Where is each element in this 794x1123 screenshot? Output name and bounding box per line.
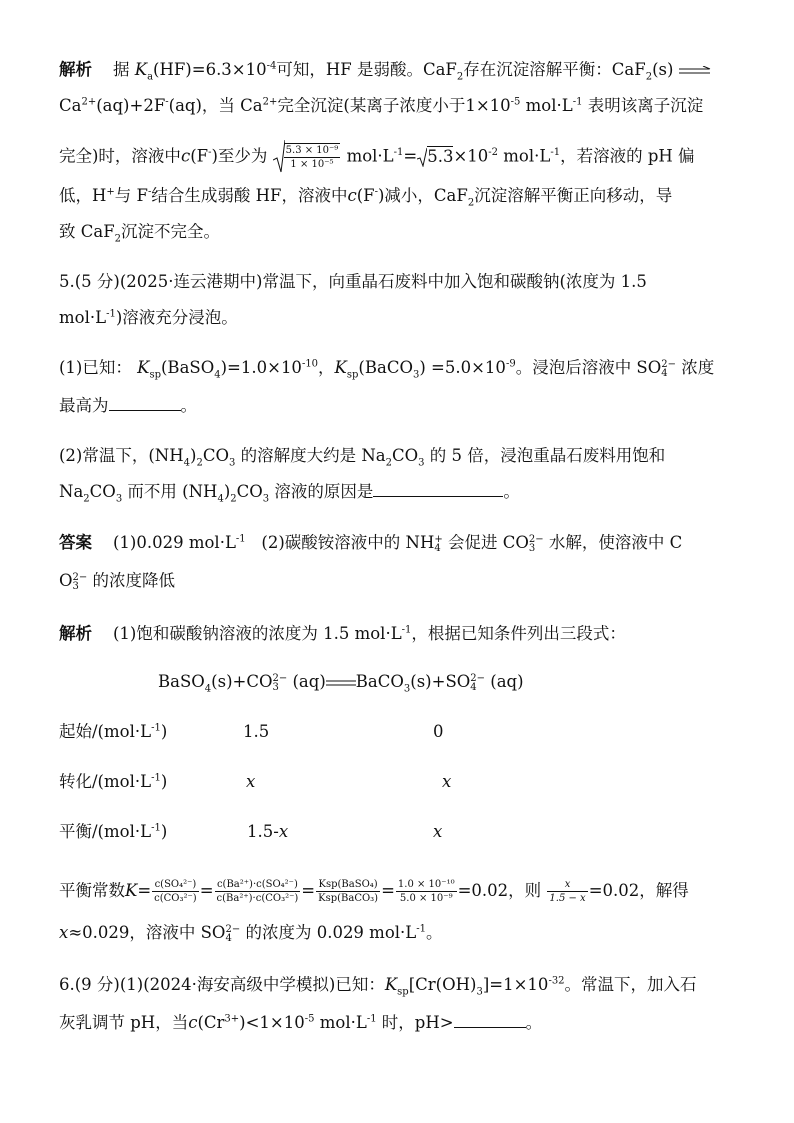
text: 2− <box>661 358 677 370</box>
text: (BaSO <box>161 358 215 377</box>
equilibrium-constant-line <box>59 876 689 906</box>
text: 3 <box>228 457 236 469</box>
text: 转化/(mol·L <box>59 772 152 791</box>
text: = <box>137 881 152 900</box>
text: 1.5 − x <box>549 893 586 904</box>
text: -1 <box>393 147 404 158</box>
text: )减小，CaF <box>378 186 468 205</box>
label-jiexi: 解析 <box>59 60 92 79</box>
text: ]=1×10 <box>482 975 549 994</box>
label-jiexi: 解析 <box>59 624 92 643</box>
text: K <box>334 358 347 377</box>
answer-line-2 <box>59 571 175 591</box>
question-5-part-1-line-2 <box>59 396 197 416</box>
text: ，若溶液的 pH 偏 <box>560 146 695 166</box>
text: -1 <box>572 96 583 108</box>
text: BaCO <box>355 672 404 691</box>
fraction <box>215 878 301 905</box>
text: CO <box>392 446 419 465</box>
text: ) <box>160 822 168 841</box>
text: -1 <box>235 533 246 545</box>
row-initial-label <box>59 722 167 742</box>
text: sp <box>149 369 161 381</box>
text: 2− <box>470 672 486 684</box>
text: Ksp(BaSO₄) <box>316 878 380 892</box>
text: 3 <box>528 542 536 554</box>
text: 据 <box>112 60 130 79</box>
text: 2 <box>645 71 653 83</box>
text: x <box>59 923 69 942</box>
text: 1.0 × 10⁻¹⁰ <box>397 879 455 890</box>
explanation-line-2 <box>59 96 703 116</box>
text: ) <box>223 482 231 501</box>
text: 2− <box>272 672 288 684</box>
text: ， <box>318 358 335 377</box>
answer-blank[interactable] <box>454 1013 526 1028</box>
text: c(Ba²⁺)·c(CO₃²⁻) <box>216 893 299 904</box>
fraction <box>316 878 380 905</box>
text: Ca <box>59 96 82 115</box>
text: c <box>188 1013 198 1032</box>
text: 3 <box>115 493 123 505</box>
fraction <box>152 878 199 905</box>
text: Na <box>59 482 84 501</box>
text: 4 <box>183 457 191 469</box>
text: (2)常温下，(NH <box>59 446 184 465</box>
text: c(CO₃²⁻) <box>154 893 197 904</box>
text: (1)0.029 mol·L <box>112 533 236 552</box>
text: 的溶解度大约是 Na <box>235 446 386 465</box>
text: (1)饱和碳酸钠溶液的浓度为 1.5 mol·L <box>112 624 402 643</box>
text: 2 <box>385 457 392 469</box>
text: + <box>434 533 443 545</box>
text: = <box>381 881 395 900</box>
text: c(Ba²⁺)·c(SO₄²⁻) <box>215 878 301 892</box>
text: K <box>134 60 148 79</box>
text: ，根据已知条件列出三段式： <box>411 624 626 643</box>
text: Ksp(BaCO₃) <box>318 893 379 904</box>
fraction <box>396 878 457 905</box>
sqrt-value <box>417 147 453 168</box>
text: K <box>137 358 150 377</box>
text: 3+ <box>224 1013 240 1025</box>
text: 3 <box>72 580 79 592</box>
text: 低，H <box>59 186 107 205</box>
text: - <box>147 186 152 198</box>
sqrt-fraction <box>273 140 342 174</box>
explanation-line-1 <box>59 60 713 83</box>
text: 平衡/(mol·L <box>59 822 152 841</box>
text: 的 5 倍，浸泡重晶石废料用饱和 <box>424 446 666 465</box>
text: ) <box>160 722 168 741</box>
text: - <box>165 96 169 108</box>
text: 最高为 <box>59 396 109 415</box>
text: 存在沉淀溶解平衡：CaF <box>463 60 646 79</box>
text: 4 <box>214 369 221 381</box>
radical-icon <box>417 147 427 167</box>
text: 溶液的原因是 <box>269 482 374 501</box>
text: (HF)=6.3×10 <box>153 60 267 79</box>
answer-line-1 <box>59 533 682 553</box>
question-5-line-1 <box>59 272 647 292</box>
text: 。 <box>426 923 443 942</box>
text: 2+ <box>262 96 278 108</box>
text: -5 <box>304 1013 315 1025</box>
text: CO <box>236 482 263 501</box>
row-initial-value-2: 0 <box>433 722 444 741</box>
result-line <box>59 923 443 943</box>
text: -1 <box>416 923 426 935</box>
question-6-line-2 <box>59 1013 542 1033</box>
text: 4 <box>434 542 441 554</box>
text: 。常温下，加入石 <box>564 975 697 994</box>
text: 时，pH> <box>376 1013 454 1032</box>
text: 2 <box>456 71 464 83</box>
text: mol·L <box>520 96 573 115</box>
text: (Cr <box>197 1013 225 1032</box>
row-change-label <box>59 772 167 792</box>
text: -1 <box>366 1013 377 1025</box>
text: 起始/(mol·L <box>59 722 152 741</box>
text: 3 <box>272 681 279 693</box>
text: 的浓度为 0.029 mol·L <box>245 923 417 942</box>
text: 。 <box>525 1013 543 1032</box>
text: c <box>180 146 191 166</box>
text: -1 <box>151 772 161 784</box>
text: 。浸泡后溶液中 SO <box>515 358 662 377</box>
text: 4 <box>661 367 668 379</box>
reaction-equation <box>158 672 524 695</box>
text: )<1×10 <box>239 1013 305 1032</box>
text: [Cr(OH) <box>408 975 477 994</box>
text: 浓度 <box>681 358 715 377</box>
text: BaSO <box>158 672 205 691</box>
text: ) =5.0×10 <box>419 358 506 377</box>
text: 致 CaF <box>59 222 115 241</box>
text: -1 <box>151 822 161 834</box>
text: 会促进 CO <box>448 533 529 552</box>
text: 4 <box>225 932 232 944</box>
text: -1 <box>401 624 412 636</box>
text: mol·L <box>314 1013 367 1032</box>
text: 。 <box>503 482 520 501</box>
text: (F <box>356 186 375 205</box>
text: 。 <box>180 396 197 415</box>
text: (s)+SO <box>410 672 471 691</box>
row-equilibrium-value-2: x <box>433 822 443 841</box>
text: = <box>301 881 316 900</box>
text: -1 <box>151 722 161 734</box>
text: )=1.0×10 <box>220 358 302 377</box>
text: 表明该离子沉淀 <box>582 96 704 115</box>
text: (aq)，当 Ca <box>168 96 263 115</box>
text: 沉淀不完全。 <box>121 222 221 241</box>
text: ×10 <box>453 146 489 166</box>
text: 结合生成弱酸 HF，溶液中 <box>151 186 348 205</box>
text: 5.(5 分)(2025·连云港期中)常温下，向重晶石废料中加入饱和碳酸钠(浓度为 1.5 <box>59 272 647 291</box>
text: mol·L <box>346 146 394 166</box>
text: 1.5- <box>247 822 279 841</box>
text: = <box>403 146 418 166</box>
text: 与 F <box>114 186 148 205</box>
text: + <box>106 186 115 198</box>
text: ) <box>160 772 168 791</box>
text: ) <box>190 446 197 465</box>
text: 2 <box>467 197 475 209</box>
text: 完全沉淀(某离子浓度小于1×10 <box>277 96 511 115</box>
text: = <box>199 881 214 900</box>
text: 可知，HF 是弱酸。CaF <box>276 60 457 79</box>
text: )至少为 <box>211 146 268 166</box>
text: 2− <box>225 923 241 935</box>
explanation-line-5 <box>59 222 221 245</box>
text: a <box>147 71 154 83</box>
text: -32 <box>548 975 565 987</box>
fraction <box>547 878 587 905</box>
text: 沉淀溶解平衡正向移动，导 <box>474 186 673 205</box>
text: 2− <box>528 533 544 545</box>
text: mol·L <box>59 308 107 327</box>
text: 4 <box>204 683 212 695</box>
explanation-2-line-1 <box>59 624 626 644</box>
text: 1 × 10⁻⁵ <box>290 159 334 170</box>
text: )溶液充分浸泡。 <box>115 308 238 327</box>
text: 3 <box>262 493 270 505</box>
text: -5 <box>510 96 521 108</box>
text: 水解，使溶液中 C <box>548 533 683 552</box>
text: K <box>125 881 138 900</box>
text: sp <box>397 986 409 998</box>
text: O <box>59 571 73 590</box>
text: (aq)+2F <box>96 96 166 115</box>
question-5-part-1-line-1 <box>59 358 715 381</box>
text: 4 <box>470 681 477 693</box>
row-initial-value-1: 1.5 <box>243 722 270 741</box>
text: 6.(9 分)(1)(2024·海安高级中学模拟)已知： <box>59 975 385 994</box>
text: (1)已知： <box>59 358 132 377</box>
text: 灰乳调节 pH，当 <box>59 1013 189 1032</box>
text: 平衡常数 <box>59 881 125 900</box>
equals-arrow-icon <box>326 679 356 687</box>
text: -1 <box>550 147 561 158</box>
explanation-line-4 <box>59 186 673 209</box>
text: 3 <box>418 457 425 469</box>
text: ≈0.029，溶液中 SO <box>68 923 226 942</box>
text: (F <box>190 146 209 166</box>
text: =0.02，则 <box>457 881 542 900</box>
text: -2 <box>488 147 499 158</box>
question-6-line-1 <box>59 975 697 998</box>
text: mol·L <box>498 146 551 166</box>
text: 的浓度降低 <box>92 571 176 590</box>
question-5-part-2-line-1 <box>59 446 666 469</box>
text: 3 <box>412 369 420 381</box>
text: 2 <box>83 493 90 505</box>
text: x <box>547 878 587 892</box>
row-equilibrium-label <box>59 822 167 842</box>
text: (aq) <box>490 672 524 691</box>
question-5-part-2-line-2 <box>59 482 520 505</box>
text: c <box>347 186 357 205</box>
row-change-value-1: x <box>246 772 256 791</box>
text: CO <box>202 446 229 465</box>
text: -9 <box>505 358 516 370</box>
answer-blank[interactable] <box>109 396 181 411</box>
text: CO <box>89 482 116 501</box>
text: 2 <box>114 233 122 245</box>
text: (s) <box>652 60 674 79</box>
text: (BaCO <box>358 358 413 377</box>
text: 2+ <box>81 96 97 108</box>
text: 3 <box>403 683 411 695</box>
text: (aq) <box>292 672 326 691</box>
text: (2)碳酸铵溶液中的 NH <box>261 533 435 552</box>
text: -4 <box>266 60 277 72</box>
text: c(SO₄²⁻) <box>152 878 199 892</box>
text: (s)+CO <box>211 672 273 691</box>
text: 5.3 <box>427 146 454 166</box>
row-change-value-2: x <box>442 772 452 791</box>
text: 5.0 × 10⁻⁹ <box>399 893 453 904</box>
question-5-line-2 <box>59 308 238 328</box>
equilibrium-arrow-icon <box>679 66 713 76</box>
label-answer: 答案 <box>59 533 92 552</box>
text: 而不用 (NH <box>122 482 218 501</box>
text: - <box>208 147 212 158</box>
text: 5.3 × 10⁻⁹ <box>285 145 339 156</box>
text: x <box>278 822 289 841</box>
explanation-line-3 <box>59 140 695 174</box>
text: K <box>384 975 398 994</box>
text: -1 <box>106 308 116 320</box>
text: 2 <box>196 457 203 469</box>
text: 2 <box>230 493 237 505</box>
answer-blank[interactable] <box>373 482 503 497</box>
text: =0.02，解得 <box>588 881 689 900</box>
text: 3 <box>476 986 483 998</box>
text: 完全)时，溶液中 <box>59 146 181 166</box>
row-equilibrium-value-1 <box>247 822 288 841</box>
text: -10 <box>301 358 319 370</box>
text: sp <box>346 369 359 381</box>
text: 2− <box>72 571 88 583</box>
text: 4 <box>217 493 224 505</box>
text: - <box>374 186 378 198</box>
